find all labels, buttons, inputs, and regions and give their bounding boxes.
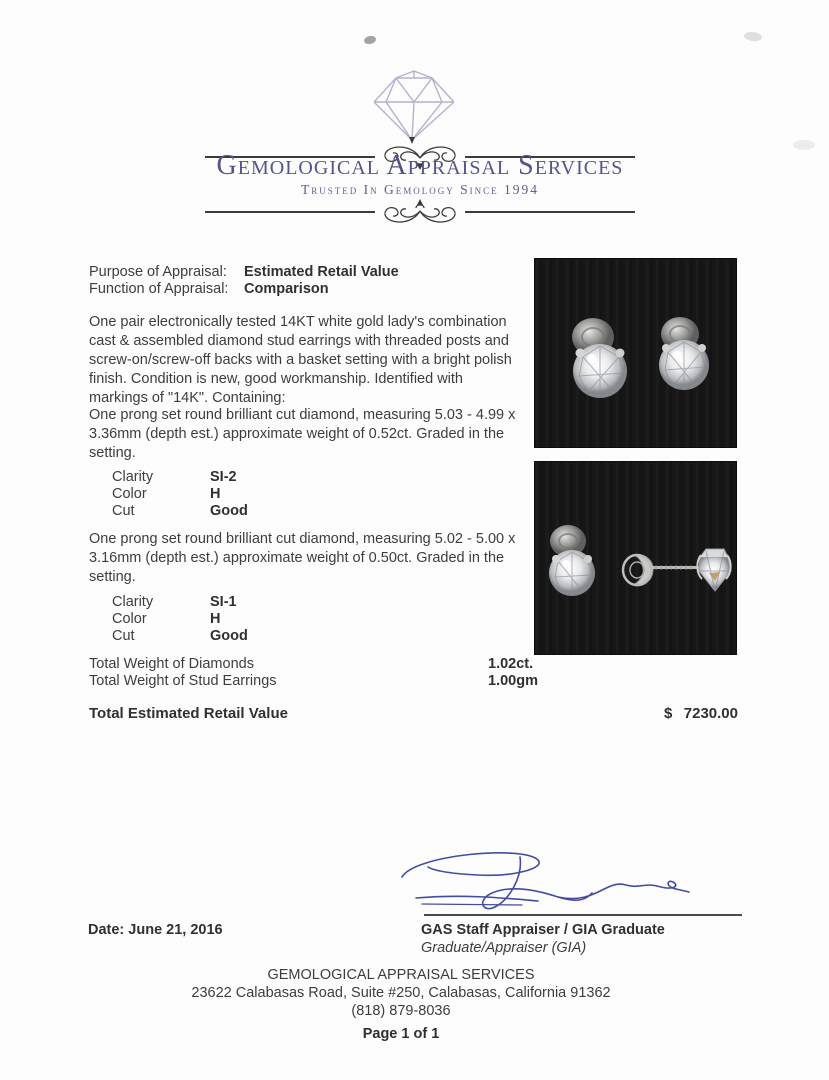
- cut-value: Good: [210, 628, 248, 644]
- page-number: Page 1 of 1: [362, 1026, 440, 1042]
- scan-smudge: [363, 35, 376, 45]
- signer-title: GAS Staff Appraiser / GIA Graduate: [421, 922, 665, 938]
- appraiser-signature: [372, 843, 702, 921]
- total-retail-value-amount: [664, 704, 738, 723]
- header-ornament-bottom: [205, 198, 635, 226]
- company-title: Gemological Appraisal Services: [216, 150, 624, 181]
- item-description: One pair electronically tested 14KT white gold lady's combination cast & assembled diamond stud earrings with threaded posts and screw-on/screw-off backs with a basket setting with a bright polish finish. Condition is new, good workmanship. Identified with markings of "14K". Containing:: [89, 314, 512, 406]
- purpose-value: Estimated Retail Value: [244, 264, 399, 280]
- earrings-photo-side-view: [534, 461, 737, 655]
- ornament-rule-right: [465, 211, 635, 213]
- total-diamond-weight-label: Total Weight of Diamonds: [89, 656, 254, 672]
- earrings-photo-front-pair: [534, 258, 737, 448]
- diamond-1-description: One prong set round brilliant cut diamond, measuring 5.03 - 4.99 x 3.36mm (depth est.) approximate weight of 0.52ct. Graded in the setting.: [89, 407, 516, 461]
- earrings-front-illustration: [534, 258, 737, 448]
- color-label: Color: [112, 611, 147, 627]
- total-retail-value-label: Total Estimated Retail Value: [89, 705, 288, 722]
- color-value: H: [210, 486, 221, 502]
- scan-smudge: [793, 140, 815, 150]
- footer: [0, 966, 802, 1043]
- signer-subtitle: Graduate/Appraiser (GIA): [421, 940, 587, 956]
- clarity-label: Clarity: [112, 594, 154, 610]
- footer-address: 23622 Calabasas Road, Suite #250, Calabasas, California 91362: [191, 985, 611, 1001]
- earrings-side-illustration: [534, 461, 737, 655]
- total-earring-weight-label: Total Weight of Stud Earrings: [89, 673, 277, 689]
- signature-line: [424, 914, 742, 916]
- cut-label: Cut: [112, 503, 135, 519]
- retail-amount: 7230.00: [683, 705, 738, 722]
- diamond-2-description: One prong set round brilliant cut diamond, measuring 5.02 - 5.00 x 3.16mm (depth est.) approximate weight of 0.50ct. Graded in the setting.: [89, 531, 516, 585]
- diamond-logo-icon: [366, 68, 462, 148]
- cut-label: Cut: [112, 628, 135, 644]
- color-label: Color: [112, 486, 147, 502]
- cut-value: Good: [210, 503, 248, 519]
- clarity-value: SI-2: [210, 469, 237, 485]
- appraisal-date: Date: June 21, 2016: [88, 922, 223, 938]
- diamond-1-cut-row: [112, 502, 248, 521]
- clarity-label: Clarity: [112, 469, 154, 485]
- footer-phone: (818) 879-8036: [351, 1003, 451, 1019]
- currency-symbol: $: [664, 705, 673, 722]
- total-diamond-weight-value: 1.02ct.: [488, 656, 534, 672]
- flourish-ornament-icon: [375, 198, 465, 226]
- footer-company: GEMOLOGICAL APPRAISAL SERVICES: [267, 967, 535, 983]
- company-tagline: Trusted In Gemology Since 1994: [301, 182, 539, 197]
- ornament-rule-left: [205, 211, 375, 213]
- total-earring-weight-value: 1.00gm: [488, 673, 538, 689]
- scan-smudge: [744, 31, 763, 42]
- diamond-2-cut-row: [112, 627, 248, 646]
- color-value: H: [210, 611, 221, 627]
- purpose-label: Purpose of Appraisal:: [89, 264, 227, 280]
- function-value: Comparison: [244, 281, 329, 297]
- function-label: Function of Appraisal:: [89, 281, 229, 297]
- clarity-value: SI-1: [210, 594, 237, 610]
